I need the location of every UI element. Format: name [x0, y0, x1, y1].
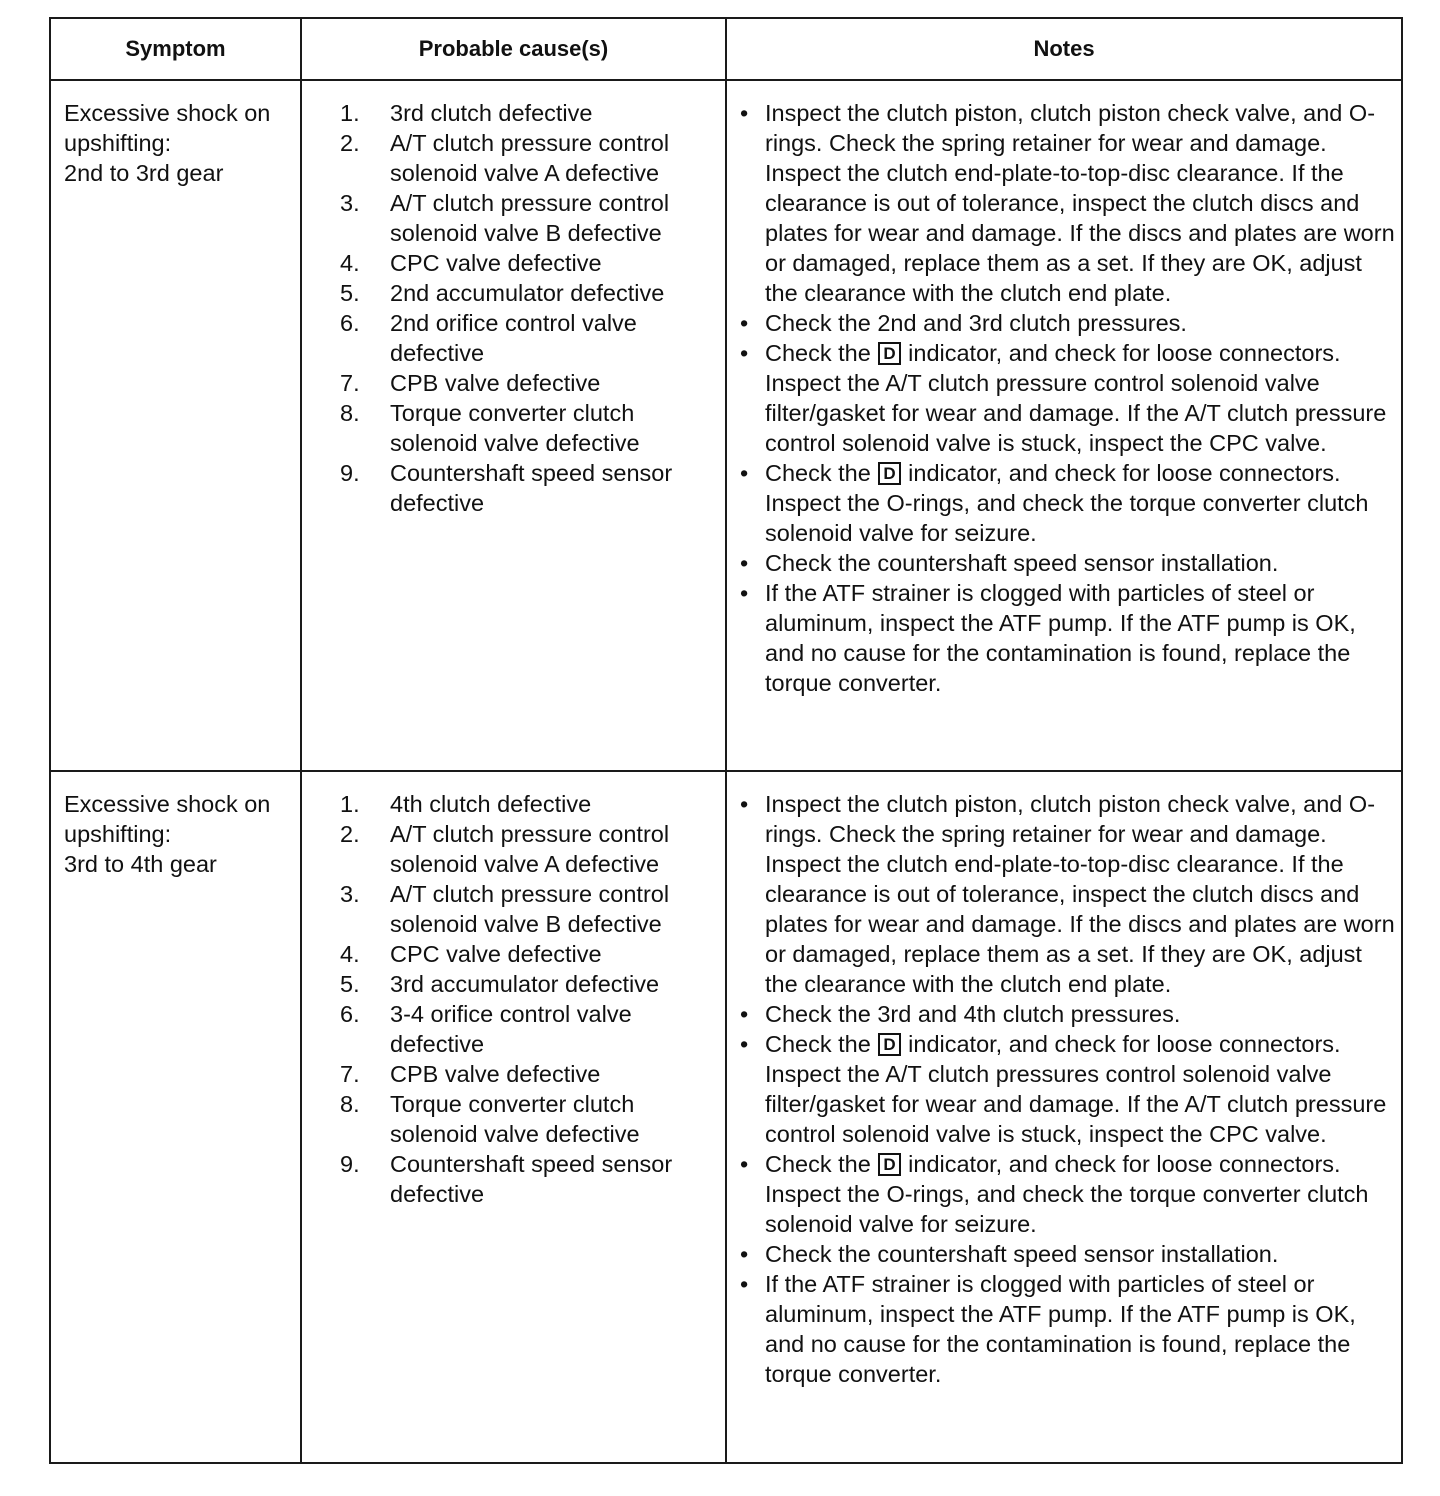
symptom-text: upshifting: — [64, 821, 172, 847]
cause-text: 3rd accumulator defective — [390, 971, 660, 997]
note-text-part: Check the 3rd and 4th clutch pressures. — [765, 1001, 1181, 1027]
note-text-part: Inspect the clutch piston, clutch piston check valve, and O-rings. Check the spring retainer for wear and damage. Inspect the clutch end-plate-to-top-disc clearance. If the clearance is out of tolerance, inspect the clutch discs and plates for wear and damage. If the discs and plates are worn or damaged, replace them as a set. If they are OK, adjust the clearance with the clutch end plate. — [765, 791, 1395, 997]
cause-item — [340, 188, 717, 248]
cause-number: 3. — [340, 881, 360, 907]
symptom-text: 2nd to 3rd gear — [64, 160, 224, 186]
note-item — [740, 578, 1395, 698]
cause-item — [340, 1089, 717, 1149]
d-indicator-icon: D — [878, 342, 900, 365]
note-text — [765, 1149, 1395, 1239]
cause-number: 2. — [340, 821, 360, 847]
cause-number: 9. — [340, 460, 360, 486]
cause-number: 5. — [340, 280, 360, 306]
cause-text: 2nd accumulator defective — [390, 280, 665, 306]
note-text-part: Check the countershaft speed sensor installation. — [765, 550, 1279, 576]
cause-number: 5. — [340, 971, 360, 997]
cause-number: 8. — [340, 1091, 360, 1117]
cause-number: 7. — [340, 1061, 360, 1087]
note-text — [765, 1029, 1395, 1149]
note-text-part: If the ATF strainer is clogged with particles of steel or aluminum, inspect the ATF pump. If the ATF pump is OK, and no cause for the contamination is found, replace the torque converter. — [765, 1271, 1356, 1387]
note-item — [740, 308, 1395, 338]
cause-number: 1. — [340, 100, 360, 126]
cause-number: 6. — [340, 1001, 360, 1027]
cause-text: 4th clutch defective — [390, 791, 592, 817]
cause-item — [340, 1149, 717, 1209]
cause-list — [340, 98, 717, 518]
cause-text: 2nd orifice control valve defective — [390, 310, 637, 366]
cause-number: 1. — [340, 791, 360, 817]
note-text-part: Check the — [765, 1151, 871, 1177]
bullet-icon: • — [740, 340, 749, 366]
symptom-text: upshifting: — [64, 130, 172, 156]
note-text — [765, 98, 1395, 308]
symptom-text: Excessive shock on — [64, 791, 271, 817]
symptom-cell — [50, 80, 301, 771]
cause-item — [340, 308, 717, 368]
cause-number: 6. — [340, 310, 360, 336]
note-text — [765, 548, 1395, 578]
note-item — [740, 1149, 1395, 1239]
notes-header: Notes — [726, 18, 1402, 80]
note-text — [765, 1269, 1395, 1389]
cause-text: A/T clutch pressure control solenoid valve B defective — [390, 190, 670, 246]
cause-text: 3rd clutch defective — [390, 100, 593, 126]
cause-number: 8. — [340, 400, 360, 426]
note-item — [740, 548, 1395, 578]
note-list — [740, 789, 1395, 1389]
cause-number: 3. — [340, 190, 360, 216]
cause-text: CPB valve defective — [390, 370, 601, 396]
symptom-cell — [50, 771, 301, 1463]
note-item — [740, 98, 1395, 308]
cause-item — [340, 278, 717, 308]
bullet-icon: • — [740, 1271, 749, 1297]
cause-list — [340, 789, 717, 1209]
table-body — [50, 80, 1402, 1463]
note-text-part: indicator, and check for loose connectors. Inspect the O-rings, and check the torque converter clutch solenoid valve for seizure. — [765, 1151, 1369, 1237]
cause-text: CPC valve defective — [390, 941, 602, 967]
note-item — [740, 1029, 1395, 1149]
cause-text: CPC valve defective — [390, 250, 602, 276]
cause-text: Countershaft speed sensor defective — [390, 1151, 673, 1207]
bullet-icon: • — [740, 460, 749, 486]
cause-item — [340, 969, 717, 999]
note-text — [765, 578, 1395, 698]
cause-text: CPB valve defective — [390, 1061, 601, 1087]
note-text-part: Check the countershaft speed sensor installation. — [765, 1241, 1279, 1267]
note-text-part: indicator, and check for loose connectors. Inspect the A/T clutch pressure control solenoid valve filter/gasket for wear and damage. If the A/T clutch pressure control solenoid valve is stuck, inspect the CPC valve. — [765, 340, 1387, 456]
symptom-header: Symptom — [50, 18, 301, 80]
causes-cell — [301, 80, 726, 771]
cause-number: 9. — [340, 1151, 360, 1177]
note-item — [740, 1269, 1395, 1389]
note-item — [740, 338, 1395, 458]
cause-number: 2. — [340, 130, 360, 156]
bullet-icon: • — [740, 1031, 749, 1057]
cause-number: 4. — [340, 250, 360, 276]
cause-item — [340, 999, 717, 1059]
note-text — [765, 308, 1395, 338]
d-indicator-icon: D — [878, 462, 900, 485]
bullet-icon: • — [740, 580, 749, 606]
bullet-icon: • — [740, 100, 749, 126]
cause-item — [340, 128, 717, 188]
cause-text: Torque converter clutch solenoid valve defective — [390, 1091, 640, 1147]
note-item — [740, 458, 1395, 548]
table-row — [50, 80, 1402, 771]
cause-number: 4. — [340, 941, 360, 967]
causes-header: Probable cause(s) — [301, 18, 726, 80]
note-text-part: Inspect the clutch piston, clutch piston check valve, and O-rings. Check the spring retainer for wear and damage. Inspect the clutch end-plate-to-top-disc clearance. If the clearance is out of tolerance, inspect the clutch discs and plates for wear and damage. If the discs and plates are worn or damaged, replace them as a set. If they are OK, adjust the clearance with the clutch end plate. — [765, 100, 1395, 306]
bullet-icon: • — [740, 1241, 749, 1267]
notes-cell — [726, 771, 1402, 1463]
symptom-text: 3rd to 4th gear — [64, 851, 217, 877]
cause-item — [340, 458, 717, 518]
cause-text: 3-4 orifice control valve defective — [390, 1001, 632, 1057]
cause-text: Countershaft speed sensor defective — [390, 460, 673, 516]
bullet-icon: • — [740, 310, 749, 336]
cause-item — [340, 368, 717, 398]
causes-cell — [301, 771, 726, 1463]
cause-item — [340, 789, 717, 819]
cause-item — [340, 1059, 717, 1089]
cause-item — [340, 248, 717, 278]
note-text — [765, 999, 1395, 1029]
troubleshooting-table — [49, 17, 1403, 1464]
note-list — [740, 98, 1395, 698]
note-text — [765, 789, 1395, 999]
note-text-part: Check the — [765, 1031, 871, 1057]
note-text-part: indicator, and check for loose connectors. Inspect the O-rings, and check the torque converter clutch solenoid valve for seizure. — [765, 460, 1369, 546]
table-row — [50, 771, 1402, 1463]
header-row — [50, 18, 1402, 80]
cause-text: A/T clutch pressure control solenoid valve A defective — [390, 821, 670, 877]
note-text-part: Check the 2nd and 3rd clutch pressures. — [765, 310, 1187, 336]
note-text — [765, 458, 1395, 548]
bullet-icon: • — [740, 550, 749, 576]
cause-item — [340, 398, 717, 458]
note-text-part: Check the — [765, 340, 871, 366]
bullet-icon: • — [740, 1001, 749, 1027]
bullet-icon: • — [740, 1151, 749, 1177]
note-text — [765, 1239, 1395, 1269]
note-text — [765, 338, 1395, 458]
cause-item — [340, 819, 717, 879]
symptom-text: Excessive shock on — [64, 100, 271, 126]
cause-number: 7. — [340, 370, 360, 396]
notes-cell — [726, 80, 1402, 771]
note-text-part: Check the — [765, 460, 871, 486]
cause-item — [340, 939, 717, 969]
d-indicator-icon: D — [878, 1033, 900, 1056]
cause-item — [340, 98, 717, 128]
note-item — [740, 789, 1395, 999]
note-text-part: indicator, and check for loose connectors. Inspect the A/T clutch pressures control solenoid valve filter/gasket for wear and damage. If the A/T clutch pressure control solenoid valve is stuck, inspect the CPC valve. — [765, 1031, 1387, 1147]
bullet-icon: • — [740, 791, 749, 817]
cause-text: A/T clutch pressure control solenoid valve A defective — [390, 130, 670, 186]
note-item — [740, 1239, 1395, 1269]
note-item — [740, 999, 1395, 1029]
note-text-part: If the ATF strainer is clogged with particles of steel or aluminum, inspect the ATF pump. If the ATF pump is OK, and no cause for the contamination is found, replace the torque converter. — [765, 580, 1356, 696]
cause-text: A/T clutch pressure control solenoid valve B defective — [390, 881, 670, 937]
cause-text: Torque converter clutch solenoid valve defective — [390, 400, 640, 456]
cause-item — [340, 879, 717, 939]
d-indicator-icon: D — [878, 1153, 900, 1176]
